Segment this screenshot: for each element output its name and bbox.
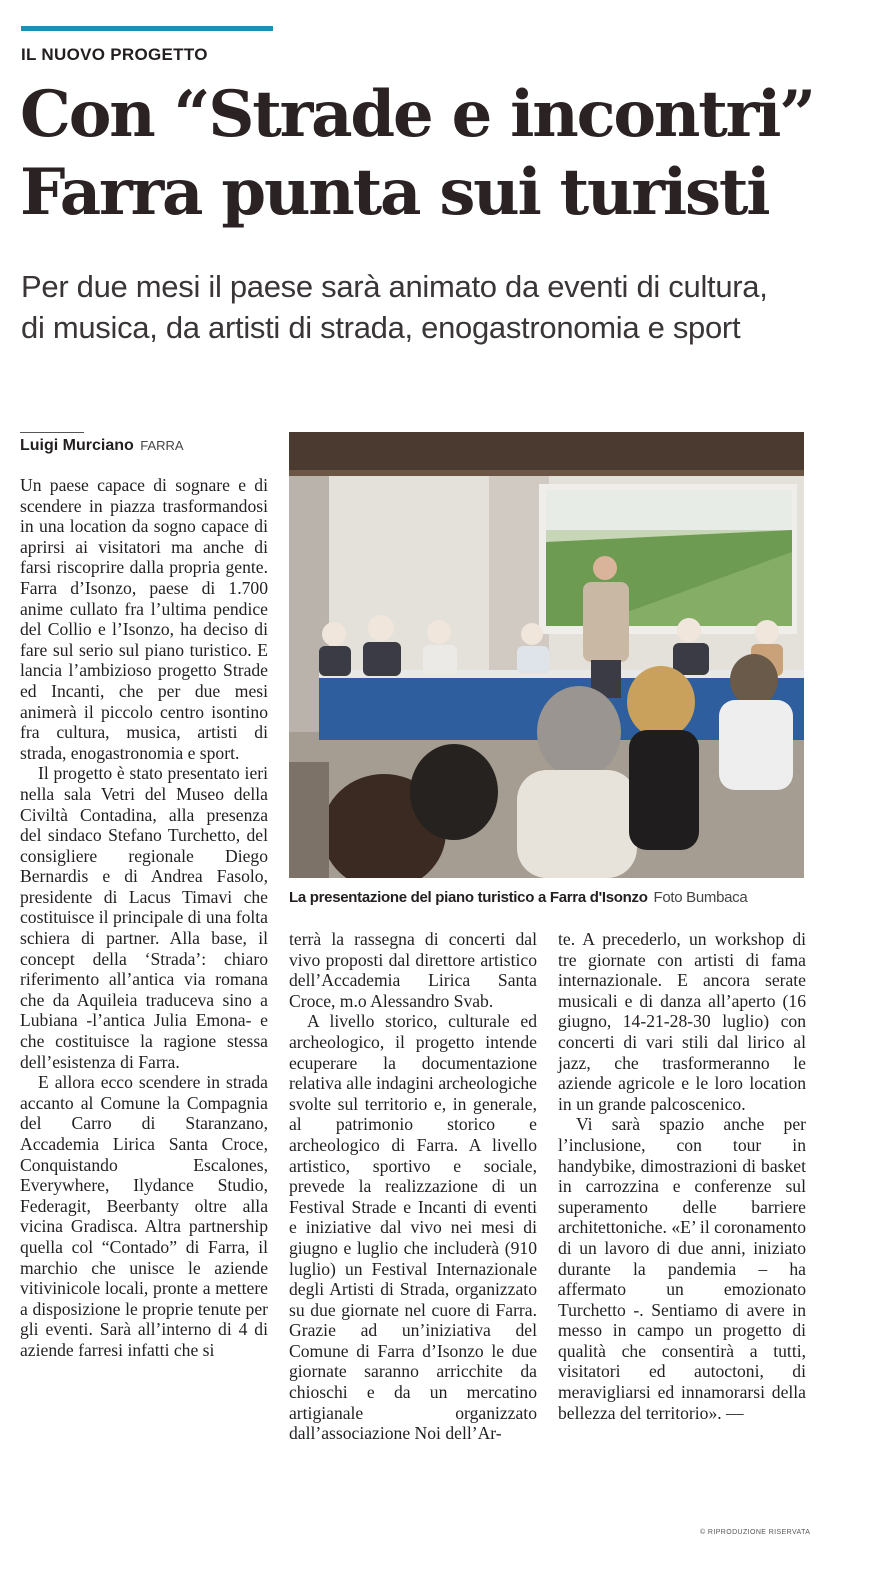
body-column-2 bbox=[289, 929, 537, 1579]
copyright-notice: © RIPRODUZIONE RISERVATA bbox=[700, 1529, 811, 1536]
body-paragraph: te. A precederlo, un workshop di tre giornate con artisti di fama internazionale. E ancora serate musicali e di danza all’aperto (16 giugno, 14-21-28-30 luglio) con concerti di vari stili dal lirico al jazz, che trasformeranno le aziende agricole e le loro location in un grande palcoscenico. bbox=[558, 929, 806, 1114]
body-column-1 bbox=[20, 475, 268, 1575]
subheadline-line-2: di musica, da artisti di strada, enogastronomia e sport bbox=[21, 310, 741, 345]
byline-place: FARRA bbox=[140, 438, 184, 453]
body-paragraph: E allora ecco scendere in strada accanto al Comune la Compagnia del Carro di Staranzano, Accademia Lirica Santa Croce, Conquistando Escalones, Everywhere, Ilydance Studio, Federagit, Beerbanty oltre alla vicina Gradisca. Altra partnership quella col “Contado” di Farra, il marchio che unisce le aziende vitivinicole locali, pronte a mettere a disposizione le proprie tenute per gli eventi. Sarà all’interno di 4 di aziende farresi infatti che si bbox=[20, 1072, 268, 1360]
article-photo bbox=[289, 432, 804, 878]
body-paragraph: Vi sarà spazio anche per l’inclusione, con tour in handybike, dimostrazioni di basket in carrozzina e conferenze sul superamento delle barriere architettoniche. «E’ il coronamento di un lavoro di due anni, iniziato durante la pandemia – ha affermato un emozionato Turchetto -. Sentiamo di avere in messo in campo un progetto di qualità che consentirà a tutti, visitatori ed autoctoni, di meravigliarsi ed innamorarsi della bellezza del territorio». — bbox=[558, 1114, 806, 1423]
headline-line-2: Farra punta sui turisti bbox=[20, 155, 769, 230]
conference-photo-illustration bbox=[289, 432, 804, 878]
byline bbox=[20, 437, 184, 455]
byline-author: Luigi Murciano bbox=[20, 437, 134, 454]
headline bbox=[20, 76, 860, 232]
subheadline bbox=[21, 266, 861, 348]
photo-caption bbox=[289, 889, 809, 906]
section-accent-bar bbox=[21, 26, 273, 31]
body-paragraph: A livello storico, culturale ed archeologico, il progetto intende ecuperare la documentazione relativa alle indagini archeologiche svolte sul territorio e, in generale, al patrimonio storico e archeologico di Farra. A livello artistico, sportivo e sociale, prevede la realizzazione di un Festival Strade e Incanti di eventi e iniziative dal vivo nei mesi di giugno e luglio che includerà (910 luglio) un Festival Internazionale degli Artisti di Strada, organizzato su due giornate nel cuore di Farra. Grazie ad un’iniziativa del Comune di Farra d’Isonzo le due giornate saranno arricchite da chioschi e da un mercatino artigianale organizzato dall’associazione Noi dell’Ar- bbox=[289, 1011, 537, 1444]
section-kicker: IL NUOVO PROGETTO bbox=[21, 45, 208, 64]
body-paragraph: Il progetto è stato presentato ieri nella sala Vetri del Museo della Civiltà Contadina, alla presenza del sindaco Stefano Turchetto, del consigliere regionale Diego Bernardis e di Andrea Fasolo, presidente di Lacus Timavi che costituisce il principale di una folta schiera di partner. Alla base, il concept della ‘Strada’: chiaro riferimento all’antica via romana che da Aquileia traduceva sino a Lubiana -l’antica Julia Emona- e che costituisce la ragione stessa dell’esistenza di Farra. bbox=[20, 763, 268, 1072]
body-column-3 bbox=[558, 929, 806, 1519]
body-paragraph: terrà la rassegna di concerti dal vivo proposti dal direttore artistico dell’Accademia Lirica Santa Croce, m.o Alessandro Svab. bbox=[289, 929, 537, 1011]
byline-rule bbox=[20, 432, 84, 433]
photo-caption-text: La presentazione del piano turistico a Farra d'Isonzo bbox=[289, 889, 648, 906]
headline-line-1: Con “Strade e incontri” bbox=[20, 77, 814, 152]
photo-credit: Foto Bumbaca bbox=[653, 889, 748, 906]
body-paragraph: Un paese capace di sognare e di scendere in piazza trasformandosi in una location da sogno capace di aprirsi ai visitatori ma anche di farsi riscoprire dalla propria gente. Farra d’Isonzo, paese di 1.700 anime cullato fra l’ultima pendice del Collio e l’Isonzo, ha deciso di fare sul serio sul piano turistico. E lancia l’ambizioso progetto Strade ed Incanti, che per due mesi animerà il piccolo centro isontino fra cultura, musica, artisti di strada, enogastronomia e sport. bbox=[20, 475, 268, 763]
subheadline-line-1: Per due mesi il paese sarà animato da eventi di cultura, bbox=[21, 269, 768, 304]
